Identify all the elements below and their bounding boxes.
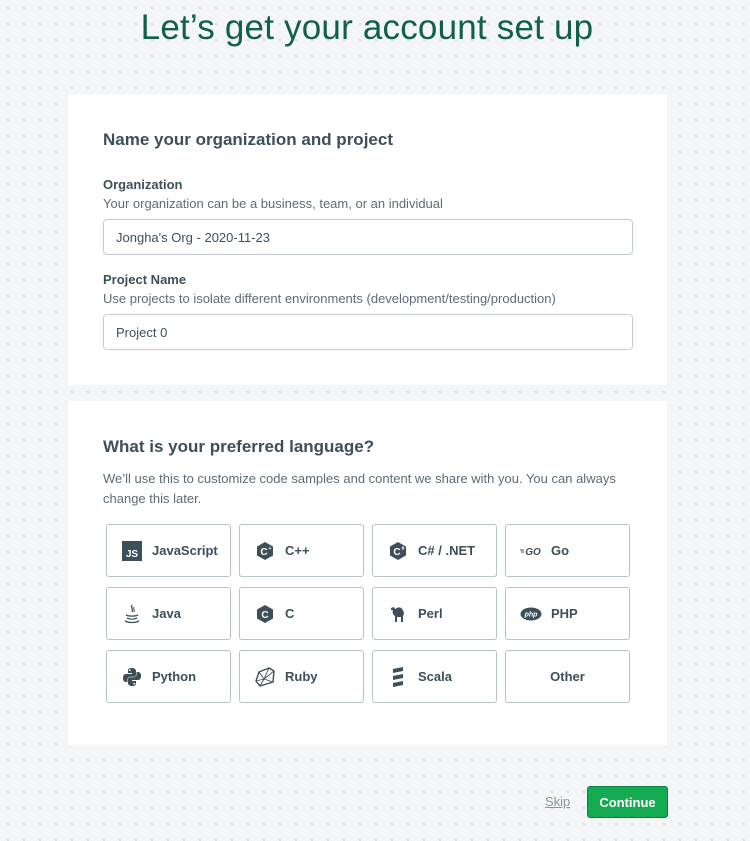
skip-link[interactable]: Skip — [545, 794, 571, 809]
language-label: Scala — [418, 669, 452, 684]
language-card-heading: What is your preferred language? — [103, 437, 375, 456]
language-label: Python — [152, 669, 197, 684]
cpp-icon — [254, 540, 276, 562]
project-name-label: Project Name — [103, 272, 187, 287]
svg-text:C: C — [260, 546, 268, 558]
project-name-input[interactable] — [103, 314, 633, 350]
svg-text:php: php — [524, 611, 538, 618]
language-option-cpp[interactable] — [239, 524, 364, 577]
scala-icon — [387, 666, 409, 688]
language-label: C# / .NET — [418, 543, 476, 558]
ruby-gem-icon — [254, 666, 276, 688]
language-grid — [106, 524, 630, 703]
organization-label: Organization — [103, 177, 183, 192]
organization-input[interactable] — [103, 219, 633, 255]
javascript-icon — [121, 540, 143, 562]
language-label: Perl — [418, 606, 443, 621]
language-label: Java — [152, 606, 181, 621]
perl-camel-icon — [387, 603, 409, 625]
language-option-python[interactable] — [106, 650, 231, 703]
language-option-other[interactable] — [505, 650, 630, 703]
project-name-help: Use projects to isolate different environments (development/testing/production) — [103, 291, 556, 306]
python-icon — [121, 666, 143, 688]
org-project-card — [68, 94, 667, 385]
language-description: We’ll use this to customize code samples and content we share with you. You can always change this later. — [103, 471, 616, 506]
language-option-go[interactable] — [505, 524, 630, 577]
svg-text:GO: GO — [525, 546, 541, 557]
language-option-javascript[interactable] — [106, 524, 231, 577]
svg-text:+: + — [268, 545, 272, 552]
php-icon — [520, 603, 542, 625]
c-icon — [254, 603, 276, 625]
svg-text:C: C — [261, 609, 269, 621]
language-label: C++ — [285, 543, 310, 558]
organization-help: Your organization can be a business, team, or an individual — [103, 196, 443, 211]
language-option-csharp[interactable] — [372, 524, 497, 577]
svg-text:C: C — [393, 546, 401, 558]
language-label: C — [285, 606, 295, 621]
csharp-icon — [387, 540, 409, 562]
language-option-scala[interactable] — [372, 650, 497, 703]
language-label: Go — [551, 543, 570, 558]
language-label: Ruby — [285, 669, 318, 684]
language-label: PHP — [551, 606, 578, 621]
svg-text:#: # — [401, 545, 405, 552]
org-card-heading: Name your organization and project — [103, 130, 393, 149]
language-label: Other — [550, 669, 585, 684]
language-label: JavaScript — [152, 543, 218, 558]
language-option-php[interactable] — [505, 587, 630, 640]
continue-button[interactable]: Continue — [587, 786, 668, 818]
svg-text:JS: JS — [125, 548, 139, 560]
java-icon — [121, 603, 143, 625]
language-option-perl[interactable] — [372, 587, 497, 640]
language-card — [68, 401, 667, 745]
language-option-java[interactable] — [106, 587, 231, 640]
go-icon — [520, 540, 542, 562]
page-title: Let’s get your account set up — [140, 8, 594, 47]
language-option-c[interactable] — [239, 587, 364, 640]
language-option-ruby[interactable] — [239, 650, 364, 703]
